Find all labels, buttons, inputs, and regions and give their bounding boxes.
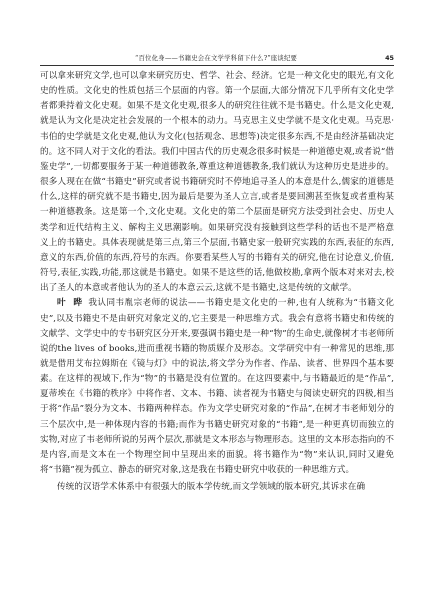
paragraph	[40, 296, 394, 478]
paragraph: 传统的汉语学术体系中有很强大的版本学传统,而文学领域的版本研究,其诉求在确	[57, 482, 366, 493]
running-header	[40, 53, 394, 66]
running-title: “百位化身——书籍史会在文学学科留下什么?”座谈纪要	[135, 54, 298, 62]
page-number: 45	[385, 54, 394, 62]
paragraph: 可以拿来研究文学,也可以拿来研究历史、哲学、社会、经济。它是一种文化史的眼光,有文化史的性质。文化史的性质包括三个层面的内容。第一个层面,大部分情况下几乎所有文化史学者都秉持着文化史观。如果不是文化史观,很多人的研究往往就不是书籍史。什么是文化史观,就是认为文化是决定社会发展的一个根本的动力。马克思主义史学就不是文化史观。马克思·韦伯的史学就是文化史观,他认为文化(包括观念、思想等)决定很多东西,不是由经济基础决定的。这不同人对于文化的看法。我们中国古代的历史观念很多时候是一种道德史观,或者说“借鉴史学”,一切都要服务于某一种道德教条,尊重这种道德教条,我们就认为这种历史是进步的。很多人现在在做“书籍史”研究或者说书籍研究时不停地追寻圣人的本意是什么,儒家的道德是什么,这样的研究就不是书籍史,因为最后是要为圣人立言,或者是要回溯甚至恢复或者重构某一种道德教条。这是第一个,文化史观。文化史的第二个层面是研究方法受到社会史、历史人类学和近代结构主义、解构主义思潮影响。如果研究没有接触到这些学科的话也不是严格意义上的书籍史。具体表现就是第三点,第三个层面,书籍史家一般研究实践的东西,表征的东西,意义的东西,价值的东西,符号的东西。你要看某些人写的书籍有关的研究,他在讨论意义,价值,符号,表征,实践,功能,那这就是书籍史。如果不是这些的话,他做校勘,拿两个版本对来对去,校出了圣人的本意或者他认为的圣人的本意云云,这就不是书籍史,这是传统的文献学。	[40, 71, 394, 294]
article-body	[40, 69, 394, 495]
paragraph-text: 我认同韦胤宗老师的说法——书籍史是文化史的一种,也有人统称为“书籍文化史”,以及书籍史不是由研究对象定义的,它主要是一种思维方式。我会有意将书籍史和传统的文献学、文学史中的专书研究区分开来,要强调书籍史是一种“物”的生命史,就像树才韦老师所说的the lives of books,进而重视书籍的物质媒介及形态。文学研究中有一种常见的思维,那就是借用艾布拉姆斯在《镜与灯》中的说法,将文学分为作者、作品、读者、世界四个基本要素。在这样的视域下,作为“物”的书籍是没有位置的。在这四要素中,与书籍最近的是“作品”,夏蒂埃在《书籍的秩序》中将作者、文本、书籍、读者视为书籍史与阅读史研究的四极,相当于将“作品”裂分为文本、书籍两种样态。作为文学史研究对象的“作品”,在树才韦老师划分的三个层次中,是一种体现内容的书籍;而作为书籍史研究对象的“书籍”,是一种更真切而独立的实物,对应了韦老师所说的另两个层次,那就是文本形态与物理形态。这里的文本形态指向的不是内容,而是文本在一个物理空间中呈现出来的面貌。将书籍作为“物”来认识,同时又避免将“书籍”视为孤立、静态的研究对象,这是我在书籍史研究中收获的一种思维方式。	[40, 298, 394, 476]
speaker-name: 叶 晔	[57, 298, 85, 309]
